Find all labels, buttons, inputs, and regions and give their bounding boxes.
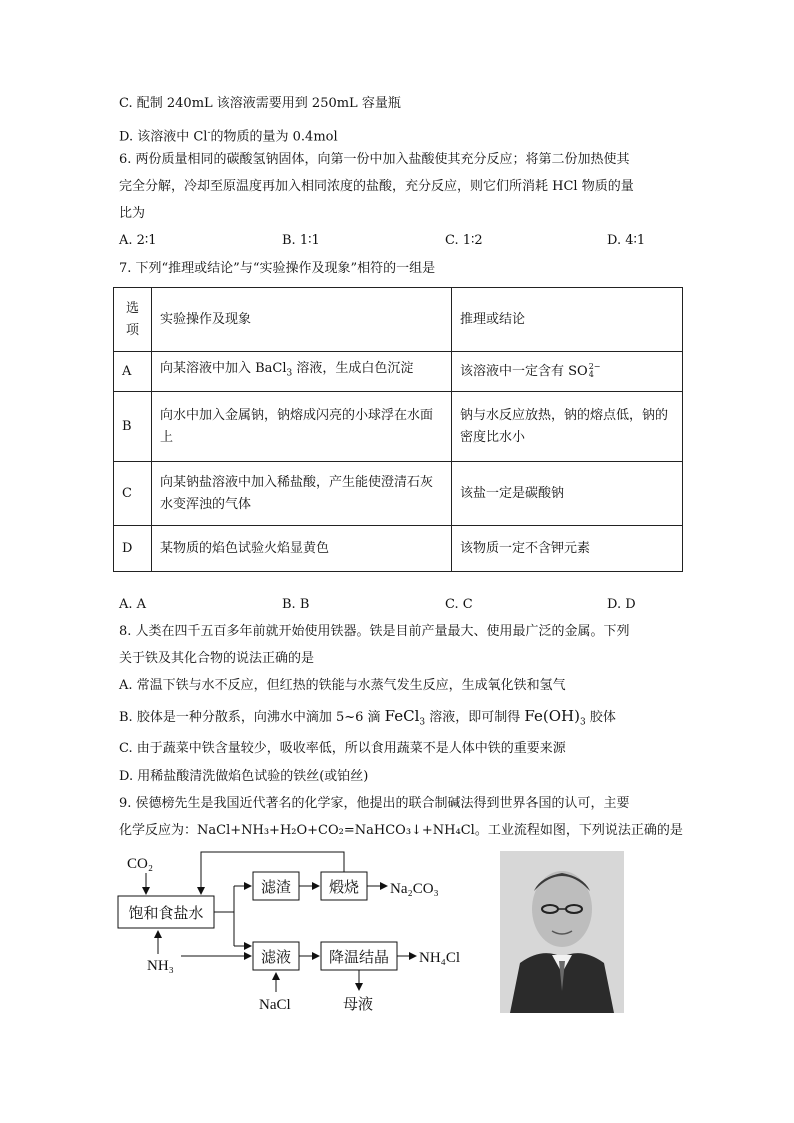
row-operation: 向水中加入金属钠，钠熔成闪亮的小球浮在水面上 [152,392,452,462]
row-operation: 向某钠盐溶液中加入稀盐酸，产生能使澄清石灰水变浑浊的气体 [152,462,452,526]
residue-label: 滤渣 [260,880,292,896]
calcine-label: 煅烧 [328,880,360,896]
row-conclusion: 该溶液中一定含有 SO 2− 4 [452,352,683,392]
q8-option-c: C. 由于蔬菜中铁含量较少，吸收率低，所以食用蔬菜不是人体中铁的重要来源 [119,741,566,756]
row-key: B [114,392,152,462]
q6-option-b: B. 1∶1 [282,233,320,248]
table-row [114,462,683,526]
q5-option-c: C. 配制 240mL 该溶液需要用到 250mL 容量瓶 [119,96,401,111]
header-operation: 实验操作及现象 [152,288,452,352]
brine-label: 饱和食盐水 [128,906,204,922]
header-conclusion: 推理或结论 [452,288,683,352]
q6-stem-line2: 完全分解，冷却至原温度再加入相同浓度的盐酸，充分反应，则它们所消耗 HCl 物质的量 [119,179,634,194]
row-conclusion: 该物质一定不含钾元素 [452,526,683,572]
table-row [114,392,683,462]
q6-option-c: C. 1∶2 [445,233,483,248]
q6-stem-line1: 6. 两份质量相同的碳酸氢钠固体，向第一份中加入盐酸使其充分反应；将第二份加热使其 [119,152,630,167]
q7-stem: 7. 下列“推理或结论”与“实验操作及现象”相符的一组是 [119,261,436,276]
header-option: 选项 [114,288,152,352]
nacl-label: NaCl [259,997,291,1013]
row-operation: 向某溶液中加入 BaCl$_3$ 溶液，生成白色沉淀 [152,352,452,392]
q7-option-c: C. C [445,597,473,612]
q8-option-a: A. 常温下铁与水不反应，但红热的铁能与水蒸气发生反应，生成氧化铁和氢气 [119,678,566,693]
na2co3-label: Na₂CO₃ [390,881,439,897]
q8-option-b: B. 胶体是一种分散系，向沸水中滴加 5~6 滴 FeCl$_3$ 溶液，即可制得 $Fe(OH)_3$ 胶体 [119,707,616,728]
q7-option-d: D. D [607,597,636,612]
q9-stem-line2: 化学反应为：NaCl+NH₃+H₂O+CO₂=NaHCO₃↓+NH₄Cl。工业流程如图，下列说法正确的是 [119,823,683,838]
portrait-photo [500,851,624,1013]
q7-experiment-table [113,287,683,572]
q8-stem-line2: 关于铁及其化合物的说法正确的是 [119,651,315,666]
q7-option-b: B. B [282,597,310,612]
row-key: D [114,526,152,572]
filtrate-label: 滤液 [260,950,292,966]
nh3-label: NH₃ [147,958,174,974]
q6-option-a: A. 2∶1 [119,233,157,248]
table-header-row [114,288,683,352]
q6-option-d: D. 4∶1 [607,233,646,248]
q8-stem-line1: 8. 人类在四千五百多年前就开始使用铁器。铁是目前产量最大、使用最广泛的金属。下列 [119,624,630,639]
q5-option-d: D. 该溶液中 Cl-的物质的量为 0.4mol [119,128,338,145]
cooling-label: 降温结晶 [328,950,390,966]
row-conclusion: 钠与水反应放热，钠的熔点低，钠的密度比水小 [452,392,683,462]
table-row [114,526,683,572]
row-key: A [114,352,152,392]
row-conclusion: 该盐一定是碳酸钠 [452,462,683,526]
q8-option-d: D. 用稀盐酸清洗做焰色试验的铁丝(或铂丝) [119,769,369,784]
q6-stem-line3: 比为 [119,206,146,221]
co2-label: CO₂ [127,856,154,872]
q9-stem-line1: 9. 侯德榜先生是我国近代著名的化学家，他提出的联合制碱法得到世界各国的认可，主要 [119,796,630,811]
mother-liquor-label: 母液 [343,997,374,1013]
table-row [114,352,683,392]
process-flowchart [113,846,483,1016]
q7-option-a: A. A [119,597,147,612]
nh4cl-label: NH₄Cl [419,950,461,966]
row-operation: 某物质的焰色试验火焰显黄色 [152,526,452,572]
row-key: C [114,462,152,526]
